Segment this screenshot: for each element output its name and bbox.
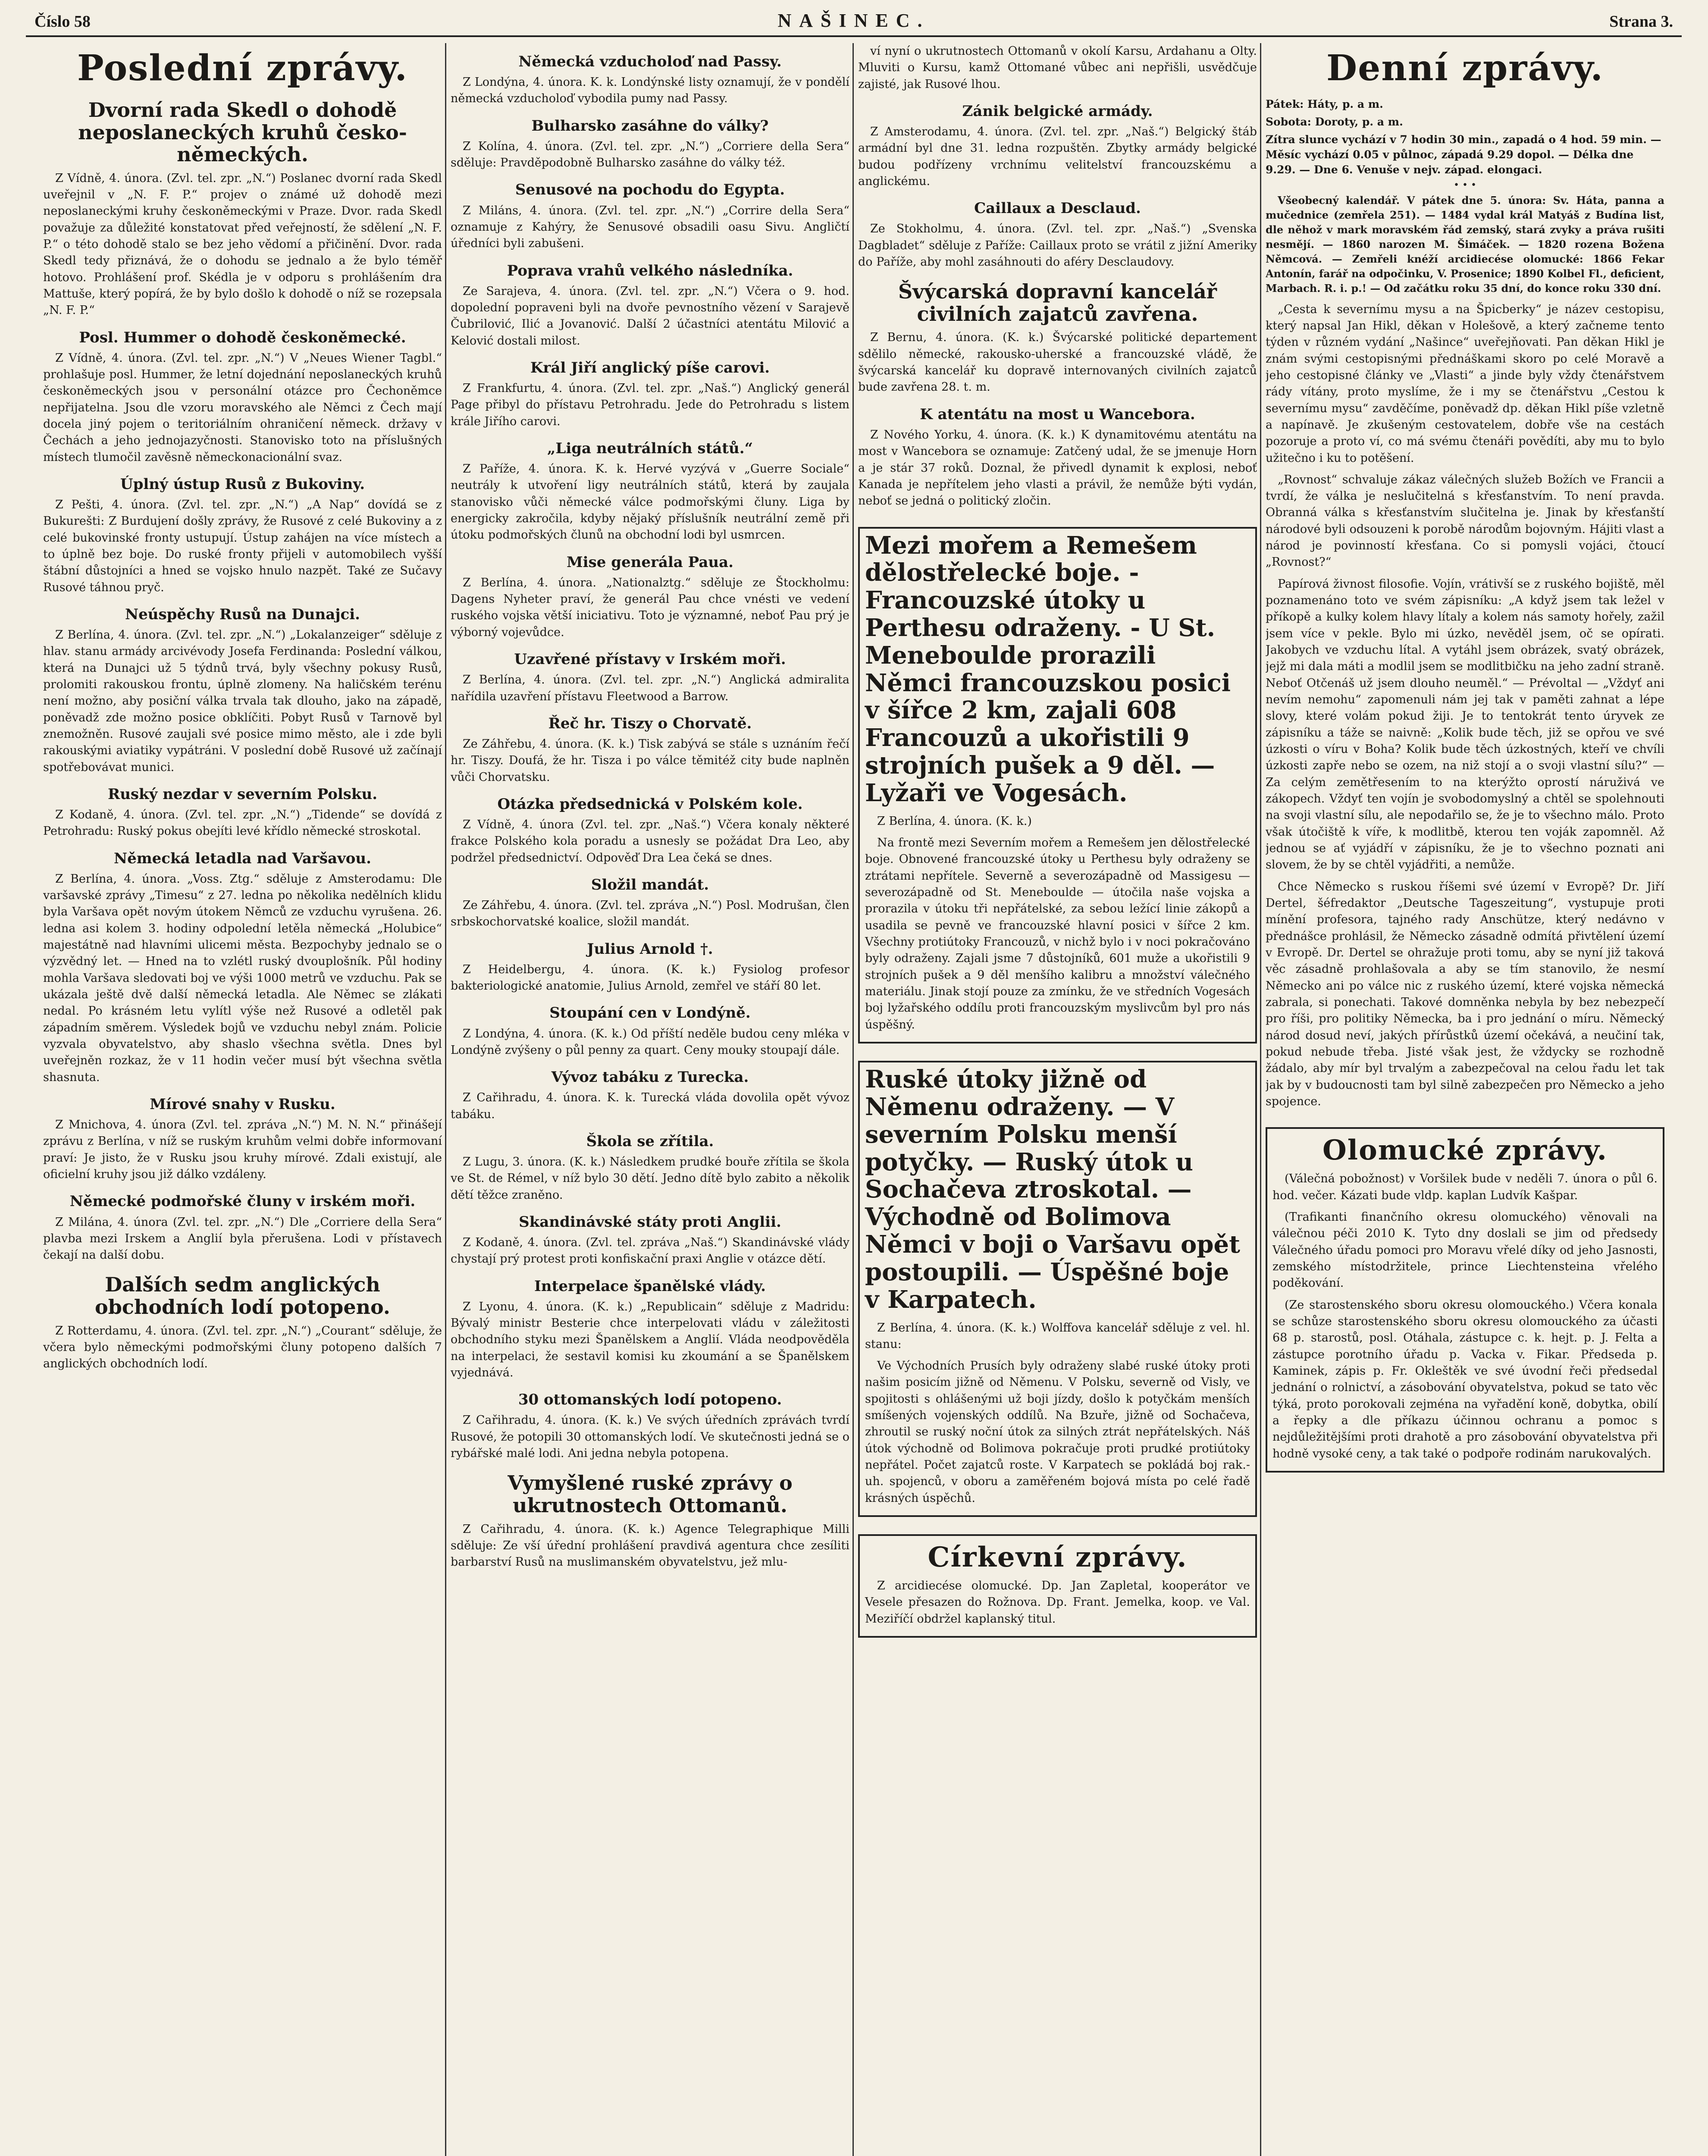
box-headline: Mezi mořem a Remešem dělostřelecké boje. - Francouzské útoky u Perthesu odraženy. - U St. Meneboulde prorazili Němci francouzskou posici v šířce 2 km, zajali 608 Francouzů a ukořistili 9 strojních pušek a 9 děl. — Lyžaři ve Vogesách.: [865, 531, 1231, 807]
article-headline: Dalších sedm anglických obchodních lodí potopeno.: [95, 1273, 390, 1319]
article-headline: Otázka předsednická v Polském kole.: [497, 795, 803, 813]
article-body: Z Paříže, 4. února. K. k. Hervé vyzývá v „Guerre Sociale“ neutrály k utvoření ligy neutrálních států, která by zaujala stanovisko vůči německé válce podmořskými čluny. Liga by energicky zakročila, kdyby nějaký příslušník neutrální země při útoku podmořských člunů na obchodní lodi byl usmrcen.: [451, 462, 849, 542]
box-paragraph: (Válečná pobožnost) v Voršilek bude v neděli 7. února o půl 6. hod. večer. Kázati bude vldp. kaplan Ludvík Kašpar.: [1272, 1172, 1658, 1202]
article-headline: Vymyšlené ruské zprávy o ukrutnostech Ottomanů.: [508, 1471, 793, 1517]
front-report-east: [858, 1061, 1257, 1517]
page-header: [26, 5, 1682, 37]
article-body: Z Berlína, 4. února. (Zvl. tel. zpr. „N.“) „Lokalanzeiger“ sděluje z hlav. stanu armády arcivévody Josefa Ferdinanda: Poslední válkou, která na Dunajci už 5 týdnů trvá, byly všechny pokusy Rusů, prolomiti rakouskou frontu, úplně zlomeny. Na haličském terénu není možno, aby posiční válka trvala tak dlouho, jako na západě, poněvadž zde možno posice obklíčiti. Pobyt Rusů v Tarnově byl znemožněn. Rusové zaujali své posice mimo město, ale i zde byli rakouskými aviatiky vypátráni. V poslední době Rusové už začínají spotřebovávat munici.: [43, 628, 442, 774]
olomouc-news-box: [1266, 1127, 1664, 1473]
article-headline: Řeč hr. Tiszy o Chorvatě.: [548, 714, 752, 732]
article-body: Z Miláns, 4. února. (Zvl. tel. zpr. „N.“) „Corrire della Sera“ oznamuje z Kahýry, že Senusové obsadili oasu Sivu. Angličtí úředníci byli zabušeni.: [451, 204, 849, 251]
section-title-denni-zpravy: Denní zprávy.: [1326, 47, 1604, 89]
column-1: [43, 43, 442, 1378]
box-headline: Církevní zprávy.: [928, 1541, 1188, 1574]
article-body: Z Kodaně, 4. února. (Zvl. tel. zpráva „Naš.“) Skandinávské vlády chystají prý protest proti konfiskační praxi Anglie v otázce dětí.: [451, 1236, 849, 1266]
article-body: Papírová živnost filosofie. Vojín, vrátivší se z ruského bojiště, měl poznamenáno toto ve svém zápisníku: „A když jsem tak ležel v příkopě a kulky kolem hlavy lítaly a kolem nás samoty hořely, zažil jsem více v pekle. Bylo mi úzko, nevěděl jsem, oč se opírati. Jakobych ve vzduchu lítal. A vytáhl jsem obrázek, svatý obrázek, jejž mi dala máti a modlil jsem se modlitbičku na jeho zadní straně. Neboť Otčenáš už jsem dlouho neuměl.“ — Prévoltal — „Vždyť ani nevím nemohu“ zapomenuli nám jej tak v paměti zahnat a lépe slovy, které volám pokud žiji. Je to tentokrát tento úryvek ze zápisníku a táže se naivně: „Kolik bude těch, již se opřou ve své úzkosti o víru v Boha? Kolik bude těch úzkostných, kteří ve chvíli úzkosti zapře nebo se ozem, na niž stojí a o svoji vlastní sílu?“ — Za celým zemětřesením to na kterýžto oprostí náruživá ve zákopech. Vždyť ten vojín je svobodomyslný a chtěl se spolehnouti na svoji vlastní sílu, ale nepodařilo se, že je to všechno málo. Proto však útočiště k víře, k modlitbě, kterou ten voják zapomněl. Až jednou se ať vyjádří v zápisníku, že je to všechno poznati ani slovem, že by se chtěl vyjádřiti, a nemůže.: [1266, 577, 1664, 872]
column-rule: [445, 43, 446, 2156]
article-headline: Švýcarská dopravní kancelář civilních zajatců zavřena.: [898, 280, 1217, 326]
box-headline: Ruské útoky jižně od Němenu odraženy. — V severním Polsku menší potyčky. — Ruský útok u Sochačeva ztroskotal. — Východně od Bolimova Němci v boji o Varšavu opět postoupili. — Úspěšné boje v Karpatech.: [865, 1065, 1241, 1314]
article-body: Ze Záhřebu, 4. února. (K. k.) Tisk zabývá se stále s uznáním řečí hr. Tiszy. Doufá, že hr. Tisza i po válce těmitéž city bude naplněn vůči Chorvatsku.: [451, 737, 849, 784]
box-dateline: Z Berlína, 4. února. (K. k.) Wolffova kancelář sděluje z vel. hl. stanu:: [865, 1321, 1250, 1351]
article-body: „Rovnost“ schvaluje zákaz válečných služeb Božích ve Francii a tvrdí, že válka je neslučitelná s křesťanstvím. To není pravda. Obranná válka s křesťanstvím slučitelna je. Jinak by křesťanští národové byli odsouzeni k porobě národům bojovným. Hájiti vlast a národ je povinností křesťana. Co si pomysli vojáci, čtoucí „Rovnost?“: [1266, 473, 1664, 569]
article-headline: Caillaux a Desclaud.: [974, 200, 1141, 217]
article-body: Z Nového Yorku, 4. února. (K. k.) K dynamitovému atentátu na most v Wancebora se oznamuje: Zatčený udal, že se jmenuje Horn a je stár 37 roků. Doznal, že přivedl dynamit k explosi, neboť Kanada je nepřítelem jeho vlasti a právil, že nemůže býti vydán, neboť se jedná o politický zločin.: [858, 428, 1257, 508]
article-list: [858, 103, 1257, 510]
article-headline: Julius Arnold †.: [587, 940, 713, 958]
article-body: Z Vídně, 4. února. (Zvl. tel. zpr. „N.“) Poslanec dvorní rada Skedl uveřejnil v „N. F. P.“ projev o známé už dohodě mezi neposlaneckými kruhy českoněmeckými v Praze. Dvor. rada Skedl považuje za důležité konstatovat před veřejností, že sdělení „N. F. P.“ o této dohodě stalo se bez jeho vědomí a přičinění. Dvor. rada Skedl tedy přiznává, že o dohodu se jednalo a že bylo téměř hotovo. Prohlášení prof. Skédla je v odporu s prohlášením dra Mattuše, který popírá, že by bylo došlo k dohodě o níž se rozepsala „N. F. P.“: [43, 171, 442, 317]
article-body: Z Londýna, 4. února. K. k. Londýnské listy oznamují, že v pondělí německá vzducholoď vybodila pumy nad Passy.: [451, 75, 849, 106]
article-body: Z Berlína, 4. února. „Voss. Ztg.“ sděluje z Amsterodamu: Dle varšavské zprávy „Timesu“ z 27. ledna po několika nedělních klidu byla Varšava opět novým útokem Němců ze vzduchu vyrušena. 26. ledna asi kolem 3. hodiny odpolední letěla německá „Holubice“ majestátně nad hlavními ulicemi města. Bezpochyby jednalo se o výzvědný let. — Hned na to vzlétl ruský dvouplošník. Půl hodiny mohla Varšava sledovati boj ve výši 1000 metrů ve vzduchu. Pak se ukázala ještě dvě další německá letadla. Ale Němec se zlákati nedal. Po krásném letu vylítl výše než Rusové a odletěl pak západním směrem. Výsledek bojů ve vzduchu nebyl znám. Policie vyzvala obyvatelstvo, aby shaslo všechna světla. Dnes byl uveřejněn rozkaz, že v 11 hodin večer musí být všechna světla shasnuta.: [43, 872, 442, 1084]
calendar-text: Všeobecný kalendář. V pátek dne 5. února: Sv. Háta, panna a mučednice (zemřela 251). — 1484 vydal král Matyáš z Budína list, dle něhož v mark moravském řád zemský, stará zvyky a práva rušiti nesmějí. — 1860 narozen M. Šimáček. — 1820 rozena Božena Němcová. — Zemřeli knéží arcidiecése olomucké: 1866 Fekar Antonín, farář na odpočinku, V. Prosenice; 1890 Kolbel Fl., deficient, Marbach. R. i. p.! — Od začátku roku 35 dní, do konce roku 330 dní.: [1266, 194, 1664, 295]
column-2: [451, 43, 849, 1576]
article-headline: 30 ottomanských lodí potopeno.: [518, 1391, 782, 1409]
front-report-west: [858, 527, 1257, 1044]
article-headline: „Liga neutrálních států.“: [547, 439, 753, 457]
box-body: Ve Východních Prusích byly odraženy slabé ruské útoky proti našim posicím jižně od Němenu. V Polsku, severně od Visly, ve spojitosti s ohlášenými už boji jízdy, došlo k potyčkám menších smíšených vojenských oddílů. Na Bzuře, jižně od Sochačeva, zhroutil se ruský noční útok za silných ztrát nepřátelských. Náš útok východně od Bolimova pokračuje proti prudké protiútoky nepřátel. Počet zajatců roste. V Karpatech se pokládá boj rak.-uh. spojenců, v oboru a zaměřeném bojová místa po celé řadě krásných úspěchů.: [865, 1359, 1250, 1505]
article-body: Z Berlína, 4. února. „Nationalztg.“ sděluje ze Štockholmu: Dagens Nyheter praví, že generál Pau chce vnésti ve vedení ruského vojska větší iniciativu. Toto je významné, neboť Pau prý je výborný vojevůdce.: [451, 576, 849, 639]
article-body: Ze Stokholmu, 4. února. (Zvl. tel. zpr. „Naš.“) „Svenska Dagbladet“ sděluje z Paříže: Caillaux proto se vrátil z jižní Ameriky do Paříže, aby mohl zasáhnouti do aféry Desclaudovy.: [858, 222, 1257, 269]
article-headline: Interpelace španělské vlády.: [534, 1277, 766, 1295]
section-title-posledni-zpravy: Poslední zprávy.: [77, 47, 408, 89]
article-list: [451, 53, 849, 1570]
article-headline: Poprava vrahů velkého následníka.: [507, 262, 793, 279]
article-body: Z Frankfurtu, 4. února. (Zvl. tel. zpr. „Naš.“) Anglický generál Page přibyl do přístavu Petrohradu. Jede do Petrohradu s listem krále Jiřího carovi.: [451, 382, 849, 428]
box-dateline: Z Berlína, 4. února. (K. k.): [877, 814, 1032, 828]
church-news-box: [858, 1534, 1257, 1638]
article-body: Z Cařihradu, 4. února. K. k. Turecká vláda dovolila opět vývoz tabáku.: [451, 1091, 849, 1121]
separator: • • •: [1454, 180, 1476, 191]
article-body: Chce Německo s ruskou říšemi své území v Evropě? Dr. Jiří Dertel, šéfredaktor „Deutsche Tageszeitung“, vystupuje proti mínění profesora, tajného rady Anschütze, který nedávno v přednášce prohlásil, že Německo zásadně odmítá přivtělení území v Evropě. Dr. Dertel se ohražuje proti tomu, aby se nyní již taková věc zásadně prohlašovala a aby se tím stanovilo, že nesmí Německo ani po válce nic z ruského území, které vojska německá zabrala, si ponechati. Takové domněnka nebyla by bez nebezpečí pro říši, pro politiky Německa, ba i pro jednání o míru. Německý národ dosud neví, jakých přírůstků území očekává, a neučiní tak, pokud nebude třeba. Jisté však jest, že vždycky se rozhodně žádalo, aby mír byl trvalým a zabezpečoval na celou řadu let tak jak by v budoucnosti tam byl silně zabezpečen pro Německo a jeho spojence.: [1266, 880, 1664, 1108]
article-headline: Senusové na pochodu do Egypta.: [515, 181, 785, 199]
calendar-line: Pátek: Háty, p. a m.: [1266, 98, 1383, 110]
article-headline: Posl. Hummer o dohodě českoněmecké.: [79, 329, 406, 346]
article-headline: Německá vzducholoď nad Passy.: [518, 53, 782, 70]
article-headline: Ruský nezdar v severním Polsku.: [107, 785, 378, 803]
article-headline: Bulharsko zasáhne do války?: [531, 117, 769, 135]
column-rule: [852, 43, 854, 2156]
article-body: Z Rotterdamu, 4. února. (Zvl. tel. zpr. „N.“) „Courant“ sděluje, že včera bylo německými podmořskými čluny potopeno dalších 7 anglických obchodních lodí.: [43, 1324, 442, 1371]
article-body: Z Berlína, 4. února. (Zvl. tel. zpr. „N.“) Anglická admiralita nařídila uzavření přístavu Fleetwood a Barrow.: [451, 673, 849, 703]
article-body: Z Vídně, 4. února. (Zvl. tel. zpr. „N.“) V „Neues Wiener Tagbl.“ prohlašuje posl. Hummer, že letní dojednání neposlaneckých kruhů českoněmeckých jsou v personální otázce pro Čechoněmce nepřijatelna. Jsou dle vzoru moravského ale Němci z Čech mají docela jiný pojem o teritoriálním ohraničení německ. državy v Čechách a jeho jednojazyčnosti. Stanovisko toto na příslušných místech tlumočil zavěsně německonacionální svaz.: [43, 351, 442, 464]
column-3: [858, 43, 1257, 1655]
article-list: [1266, 301, 1664, 1110]
box-paragraph: (Trafikanti finančního okresu olomuckého) věnovali na válečnou péči 2010 K. Tyto dny doslali se jim od předsedy Válečného úřadu pomoci pro Moravu vřelé díky od jeho Jasnosti, zemského místodržitele, prince Liechtensteina vřelého poděkování.: [1272, 1210, 1658, 1290]
article-headline: Dvorní rada Skedl o dohodě neposlaneckých kruhů česko-německých.: [78, 98, 407, 166]
article-headline: Složil mandát.: [591, 876, 709, 893]
article-headline: Mírové snahy v Rusku.: [150, 1096, 335, 1113]
article-headline: Stoupání cen v Londýně.: [549, 1004, 751, 1022]
article-body: Z Heidelbergu, 4. února. (K. k.) Fysiolog profesor bakteriologické anatomie, Julius Arnold, zemřel ve stáří 80 let.: [451, 962, 849, 993]
article-body: Z Amsterodamu, 4. února. (Zvl. tel. zpr. „Naš.“) Belgický štáb armádní byl dne 31. ledna rozpuštěn. Zbytky armády belgické budou podřízeny vrchnímu velitelství francouzskému a anglickému.: [858, 125, 1257, 188]
article-headline: Vývoz tabáku z Turecka.: [551, 1069, 749, 1086]
article-list: [43, 99, 442, 1373]
article-headline: Skandinávské státy proti Anglii.: [519, 1213, 781, 1231]
article-headline: Král Jiří anglický píše carovi.: [530, 359, 770, 376]
issue-number: Číslo 58: [34, 13, 91, 31]
box-body: Na frontě mezi Severním mořem a Remešem jen dělostřelecké boje. Obnovené francouzské útoky u Perthesu byly odraženy se ztrátami nepřítele. Severně a severozápadně od Massigesu — severozápadně od St. Meneboulde — útočila naše vojska a prorazila v útoku tři nepřátelské, za sebou ležící linie zákopů a usadila se pevně ve francouzské hlavní posici v šířce 2 km. Všechny protiútoky Francouzů, v nichž bylo i v noci pokračováno byly odraženy. Zajali jsme 7 důstojníků, 601 muže a ukořistili 9 strojních pušek a 9 děl menšího kalibru a množství válečného materiálu. Jinak stojí pouze za zmínku, že ve středních Vogesách boj lyžařského oddílu proti francouzským myslivcům byl pro nás úspěšný.: [865, 836, 1250, 1031]
article-body: Ze Sarajeva, 4. února. (Zvl. tel. zpr. „N.“) Včera o 9. hod. dopolední popraveni byli na dvoře pevnostního vězení v Sarajevě Čubrilović, Ilić a Jovanović. Další 2 účastníci atentátu Milović a Kelović dostali milost.: [451, 284, 849, 348]
article-body: Z Cařihradu, 4. února. (K. k.) Agence Telegraphique Milli sděluje: Ze vší úřední prohlášení pravdivá agentura chce zesíliti barbarství Rusů na muslimanském obyvatelstvu, jež mlu-: [451, 1522, 849, 1569]
newspaper-title: NAŠINEC.: [777, 10, 930, 31]
calendar-line: Zítra slunce vychází v 7 hodin 30 min., zapadá o 4 hod. 59 min. — Měsíc vychází 0.05 v půlnoc, západá 9.29 dopol. — Délka dne 9.29. — Dne 6. Venuše v nejv. západ. elongaci.: [1266, 133, 1661, 176]
page-label: Strana 3.: [1609, 13, 1673, 31]
article-body: Z Kodaně, 4. února. (Zvl. tel. zpr. „N.“) „Tidende“ se dovídá z Petrohradu: Ruský pokus obejíti levé křídlo německé stroskotal.: [43, 808, 442, 838]
article-body: Z Bernu, 4. února. (K. k.) Švýcarské politické departement sdělilo německé, rakousko-uherské a francouzské vládě, že švýcarská kancelář ku dopravě internovaných civilních zajatců bude zavřena 28. t. m.: [858, 331, 1257, 394]
article-headline: Úplný ústup Rusů z Bukoviny.: [120, 475, 365, 493]
article-body: Z Pešti, 4. února. (Zvl. tel. zpr. „N.“) „A Nap“ dovídá se z Bukurešti: Z Burdujení došly zprávy, že Rusové z celé Bukoviny a z celé bukovinské fronty ustupují. Ústup zahájen na více místech a to úplně bez boje. Do ruské fronty přijeli v automobilech vyšší štábní důstojníci a hned se vojsko hnulo nazpět. Také ze Sučavy Rusové táhnou pryč.: [43, 498, 442, 594]
article-headline: Mise generála Paua.: [567, 553, 733, 571]
box-paragraph: (Ze starostenského sboru okresu olomouckého.) Včera konala se schůze starostenského sboru okresu olomouckého za účasti 68 p. starostů, posl. Otáhala, zástupce c. k. hejt. p. J. Felta a zástupce porotního úřadu p. Vacka v. Fikar. Předseda p. Kaminek, zápis p. Fr. Okleštěk ve své úvodní řeči předsedal jednání o rolnictví, a zásobování obyvatelstva, pokud se tato věc týká, proto porokovali zejména na vyřadění koně, dobytka, obilí a řepky a dle příkazu účinnou ochranu a pomoc s nejdůležitějšími proti drahotě a pro zásobování obyvatelstva při hodně vysoké ceny, a tak také o podpoře rodinám narukovalých.: [1272, 1298, 1658, 1460]
article-body: Z Milána, 4. února (Zvl. tel. zpr. „N.“) Dle „Corriere della Sera“ plavba mezi Irskem a Anglií byla přerušena. Lodi v přístavech čekají na další dobu.: [43, 1215, 442, 1262]
article-headline: Neúspěchy Rusů na Dunajci.: [125, 605, 360, 623]
article-body: Z Cařihradu, 4. února. (K. k.) Ve svých úředních zprávách tvrdí Rusové, že potopili 30 ottomanských lodí. Ve skutečnosti jedná se o rybářské malé lodi. Ani jedna nebyla potopena.: [451, 1413, 849, 1460]
article-headline: Škola se zřítila.: [586, 1132, 714, 1150]
column-rule: [1260, 43, 1261, 2156]
article-body: Z Lyonu, 4. února. (K. k.) „Republicain“ sděluje z Madridu: Bývalý ministr Besterie chce interpelovati vládu v záležitosti obchodního styku mezi Španělskem a Anglií. Vláda neodpověděla na interpelaci, že sestavil komisi ku zkoumání a se Španělskem vyjednává.: [451, 1300, 849, 1380]
article-body: Z Mnichova, 4. února (Zvl. tel. zpráva „N.“) M. N. N.“ přinášejí zprávu z Berlína, v níž se ruským kruhům velmi dobře informovaní praví: Je jisto, že v Rusku jsou kruhy mírové. Zdali existují, ale oficielní kruhy jsou již dálko vzdáleny.: [43, 1118, 442, 1181]
article-headline: K atentátu na most u Wancebora.: [920, 405, 1195, 423]
article-headline: Uzavřené přístavy v Irském moři.: [514, 651, 786, 668]
article-headline: Německá letadla nad Varšavou.: [113, 849, 371, 867]
article-headline: Německé podmořské čluny v irském moři.: [69, 1193, 416, 1210]
calendar-line: Sobota: Doroty, p. a m.: [1266, 116, 1403, 128]
article-headline: Zánik belgické armády.: [962, 102, 1153, 120]
box-headline: Olomucké zprávy.: [1323, 1134, 1608, 1167]
article-body: Z Kolína, 4. února. (Zvl. tel. zpr. „N.“) „Corriere della Sera“ sděluje: Pravděpodobně Bulharsko zasáhne do války též.: [451, 139, 849, 170]
article-body: Ze Záhřebu, 4. února. (Zvl. tel. zpráva „N.“) Posl. Modrušan, člen srbskochorvatské koalice, složil mandát.: [451, 899, 849, 929]
column-4: [1266, 43, 1664, 1490]
article-body: Z Londýna, 4. února. (K. k.) Od příští neděle budou ceny mléka v Londýně zvýšeny o půl penny za quart. Ceny mouky stoupají dále.: [451, 1027, 849, 1057]
article-body: Z Vídně, 4. února (Zvl. tel. zpr. „Naš.“) Včera konaly některé frakce Polského kola poradu a usnesly se požádat Dra Leo, aby podržel předsednictví. Odpověď Dra Lea čeká se dnes.: [451, 818, 849, 865]
continued-text: ví nyní o ukrutnostech Ottomanů v okolí Karsu, Ardahanu a Olty. Mluviti o Kursu, kamž Ottomané vůbec ani nepřišli, usvědčuje zajisté, jak Rusové lhou.: [858, 44, 1257, 91]
article-body: „Cesta k severnímu mysu a na Špicberky“ je název cestopisu, který napsal Jan Hikl, děkan v Holešově, a který začneme tento týden v různém vydání „Našince“ uveřejňovati. Pan děkan Hikl je znám svými cestopisnými přednáškami skoro po celé Moravě a jeho cestopisné články ve „Vlasti“ a jinde byly vždy čtenářstvem rády vítány, proto myslíme, že i my se čtenářstvu „Cestou k severnímu mysu“ zavděčíme, poněvadž dp. děkan Hikl píše vzletně a napínavě. Je zkušeným cestovatelem, dobře vše na cestách pozoruje a proto ví, co má svému čtenáři povědíti, aby mu to bylo užitečno i ku to potěšení.: [1266, 302, 1664, 465]
box-body: Z arcidiecése olomucké. Dp. Jan Zapletal, kooperátor ve Vesele přesazen do Rožnova. Dp. Frant. Jemelka, koop. ve Val. Meziříčí obdržel kaplanský titul.: [865, 1579, 1250, 1626]
article-body: Z Lugu, 3. února. (K. k.) Následkem prudké bouře zřítila se škola ve St. de Rémel, v níž bylo 30 dětí. Jedno dítě bylo zabito a několik dětí těžce zraněno.: [451, 1155, 849, 1202]
